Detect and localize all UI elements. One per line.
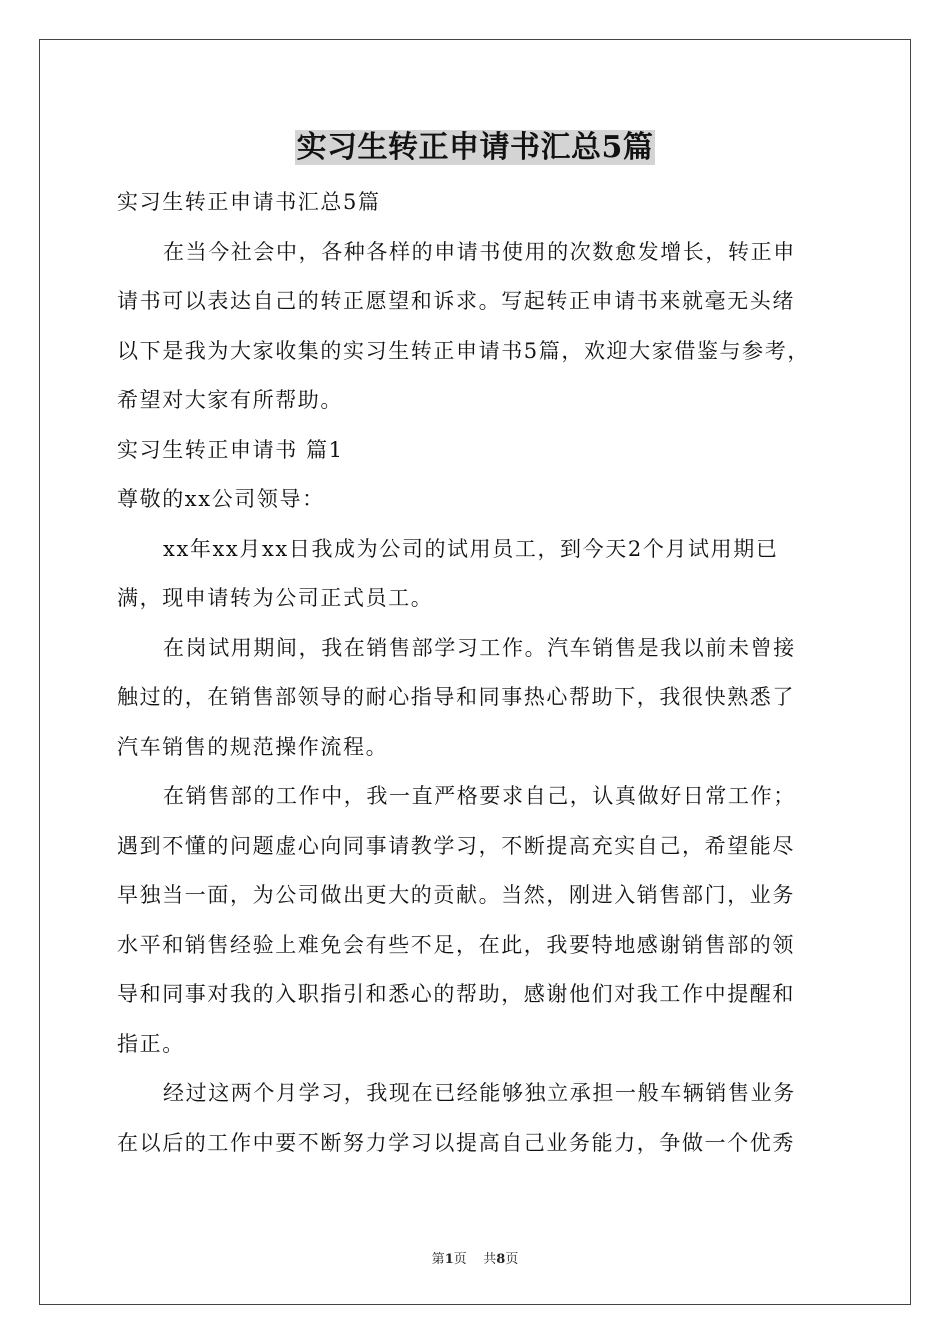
paragraph-line: 经过这两个月学习，我现在已经能够独立承担一般车辆销售业务 <box>163 1081 796 1105</box>
document-title-text: 实习生转正申请书汇总5篇 <box>296 130 654 165</box>
salutation: 尊敬的xx公司领导： <box>117 487 325 511</box>
paragraph-line: 满，现申请转为公司正式员工。 <box>117 586 434 610</box>
current-page-number: 1 <box>444 1252 454 1267</box>
paragraph-line: 希望对大家有所帮助。 <box>117 388 343 412</box>
section-heading: 实习生转正申请书 篇1 <box>117 437 344 462</box>
paragraph-line: 指正。 <box>117 1031 185 1056</box>
paragraph-line: 触过的，在销售部领导的耐心指导和同事热心帮助下，我很快熟悉了 <box>117 685 795 709</box>
page-footer <box>0 1248 950 1267</box>
paragraph-line: 请书可以表达自己的转正愿望和诉求。写起转正申请书来就毫无头绪 <box>117 289 795 313</box>
paragraph-line: 遇到不懂的问题虚心向同事请教学习，不断提高充实自己，希望能尽 <box>117 833 795 858</box>
paragraph-line: xx年xx月xx日我成为公司的试用员工，到今天2个月试用期已 <box>163 536 779 561</box>
page-prefix: 第 <box>431 1252 445 1267</box>
paragraph-line: 汽车销售的规范操作流程。 <box>117 734 389 759</box>
page-suffix: 页 <box>505 1252 519 1267</box>
total-pages-number: 8 <box>496 1252 506 1267</box>
paragraph-line: 在销售部的工作中，我一直严格要求自己，认真做好日常工作； <box>163 784 796 808</box>
paragraph-line: 水平和销售经验上难免会有些不足，在此，我要特地感谢销售部的领 <box>117 932 795 957</box>
document-title <box>0 126 950 170</box>
paragraph-line: 在当今社会中，各种各样的申请书使用的次数愈发增长，转正申 <box>163 239 796 264</box>
document-body <box>117 178 839 1168</box>
paragraph-line: 早独当一面，为公司做出更大的贡献。当然，刚进入销售部门，业务 <box>117 883 795 907</box>
paragraph-line: 以下是我为大家收集的实习生转正申请书5篇，欢迎大家借鉴与参考， <box>117 338 810 363</box>
paragraph-line: 在岗试用期间，我在销售部学习工作。汽车销售是我以前未曾接 <box>163 635 796 660</box>
paragraph-line: 导和同事对我的入职指引和悉心的帮助，感谢他们对我工作中提醒和 <box>117 982 795 1006</box>
page-mid: 页 共 <box>453 1252 497 1267</box>
subtitle-line: 实习生转正申请书汇总5篇 <box>117 190 381 214</box>
paragraph-line: 在以后的工作中要不断努力学习以提高自己业务能力，争做一个优秀 <box>117 1130 795 1155</box>
